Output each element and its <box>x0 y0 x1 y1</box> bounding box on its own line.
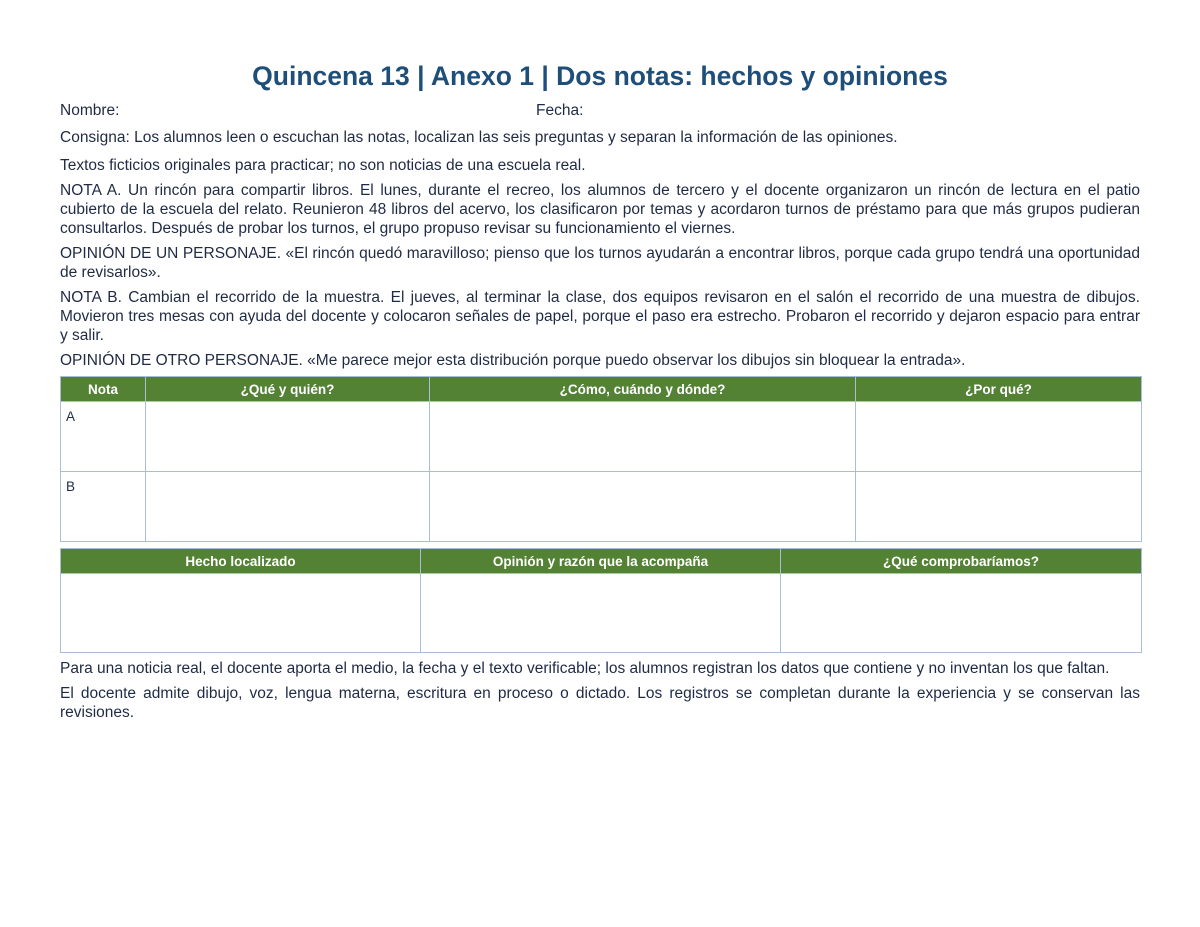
answer-cell[interactable] <box>856 472 1142 542</box>
facts-opinions-table <box>60 548 1142 653</box>
disclaimer-text: Textos ficticios originales para practicar; no son noticias de una escuela real. <box>60 157 586 174</box>
footer-note-2: El docente admite dibujo, voz, lengua materna, escritura en proceso o dictado. Los registros se completan durante la experiencia y se conservan las revisiones. <box>60 685 1140 721</box>
header-que-quien: ¿Qué y quién? <box>146 377 430 402</box>
worksheet-content <box>60 101 1140 728</box>
header-como-cuando-donde: ¿Cómo, cuándo y dónde? <box>430 377 856 402</box>
answer-cell[interactable] <box>146 402 430 472</box>
note-a-text: NOTA A. Un rincón para compartir libros. El lunes, durante el recreo, los alumnos de tercero y el docente organizaron un rincón de lectura en el patio cubierto de la escuela del relato. Reunieron 48 libros del acervo, los clasificaron por temas y acordaron turnos de préstamo para que más grupos pudieran consultarlos. Después de probar los turnos, el grupo propuso revisar su funcionamiento el viernes. <box>60 182 1140 237</box>
table-row <box>61 574 1142 653</box>
answer-cell[interactable] <box>856 402 1142 472</box>
questions-table-header <box>61 377 1142 402</box>
answer-cell[interactable] <box>421 574 781 653</box>
facts-table-header <box>61 549 1142 574</box>
answer-cell[interactable] <box>61 574 421 653</box>
header-por-que: ¿Por qué? <box>856 377 1142 402</box>
table-row <box>61 402 1142 472</box>
header-que-comprobariamos: ¿Qué comprobaríamos? <box>781 549 1142 574</box>
header-opinion-razon: Opinión y razón que la acompaña <box>421 549 781 574</box>
note-b-text: NOTA B. Cambian el recorrido de la muestra. El jueves, al terminar la clase, dos equipos revisaron en el salón el recorrido de una muestra de dibujos. Movieron tres mesas con ayuda del docente y colocaron señales de papel, porque el paso era estrecho. Probaron el recorrido y dejaron espacio para entrar y salir. <box>60 289 1140 344</box>
table-row <box>61 472 1142 542</box>
footer-note-1: Para una noticia real, el docente aporta el medio, la fecha y el texto verificable; los alumnos registran los datos que contiene y no inventan los que faltan. <box>60 660 1110 677</box>
opinion-b-text: OPINIÓN DE OTRO PERSONAJE. «Me parece mejor esta distribución porque puedo observar los dibujos sin bloquear la entrada». <box>60 352 966 369</box>
questions-table <box>60 376 1142 542</box>
header-hecho-localizado: Hecho localizado <box>61 549 421 574</box>
answer-cell[interactable] <box>781 574 1142 653</box>
opinion-a-text: OPINIÓN DE UN PERSONAJE. «El rincón quedó maravilloso; pienso que los turnos ayudarán a encontrar libros, porque cada grupo tendrá una oportunidad de revisarlos». <box>60 245 1140 281</box>
answer-cell[interactable] <box>146 472 430 542</box>
row-label-b: B <box>61 472 146 542</box>
instruction-text: Consigna: Los alumnos leen o escuchan las notas, localizan las seis preguntas y separan la información de las opiniones. <box>60 129 898 146</box>
name-field-label: Nombre: <box>60 102 120 119</box>
answer-cell[interactable] <box>430 402 856 472</box>
student-fields <box>60 101 1140 123</box>
answer-cell[interactable] <box>430 472 856 542</box>
header-nota: Nota <box>61 377 146 402</box>
row-label-a: A <box>61 402 146 472</box>
page-title: Quincena 13 | Anexo 1 | Dos notas: hechos y opiniones <box>252 61 948 91</box>
date-field-label: Fecha: <box>536 102 584 119</box>
